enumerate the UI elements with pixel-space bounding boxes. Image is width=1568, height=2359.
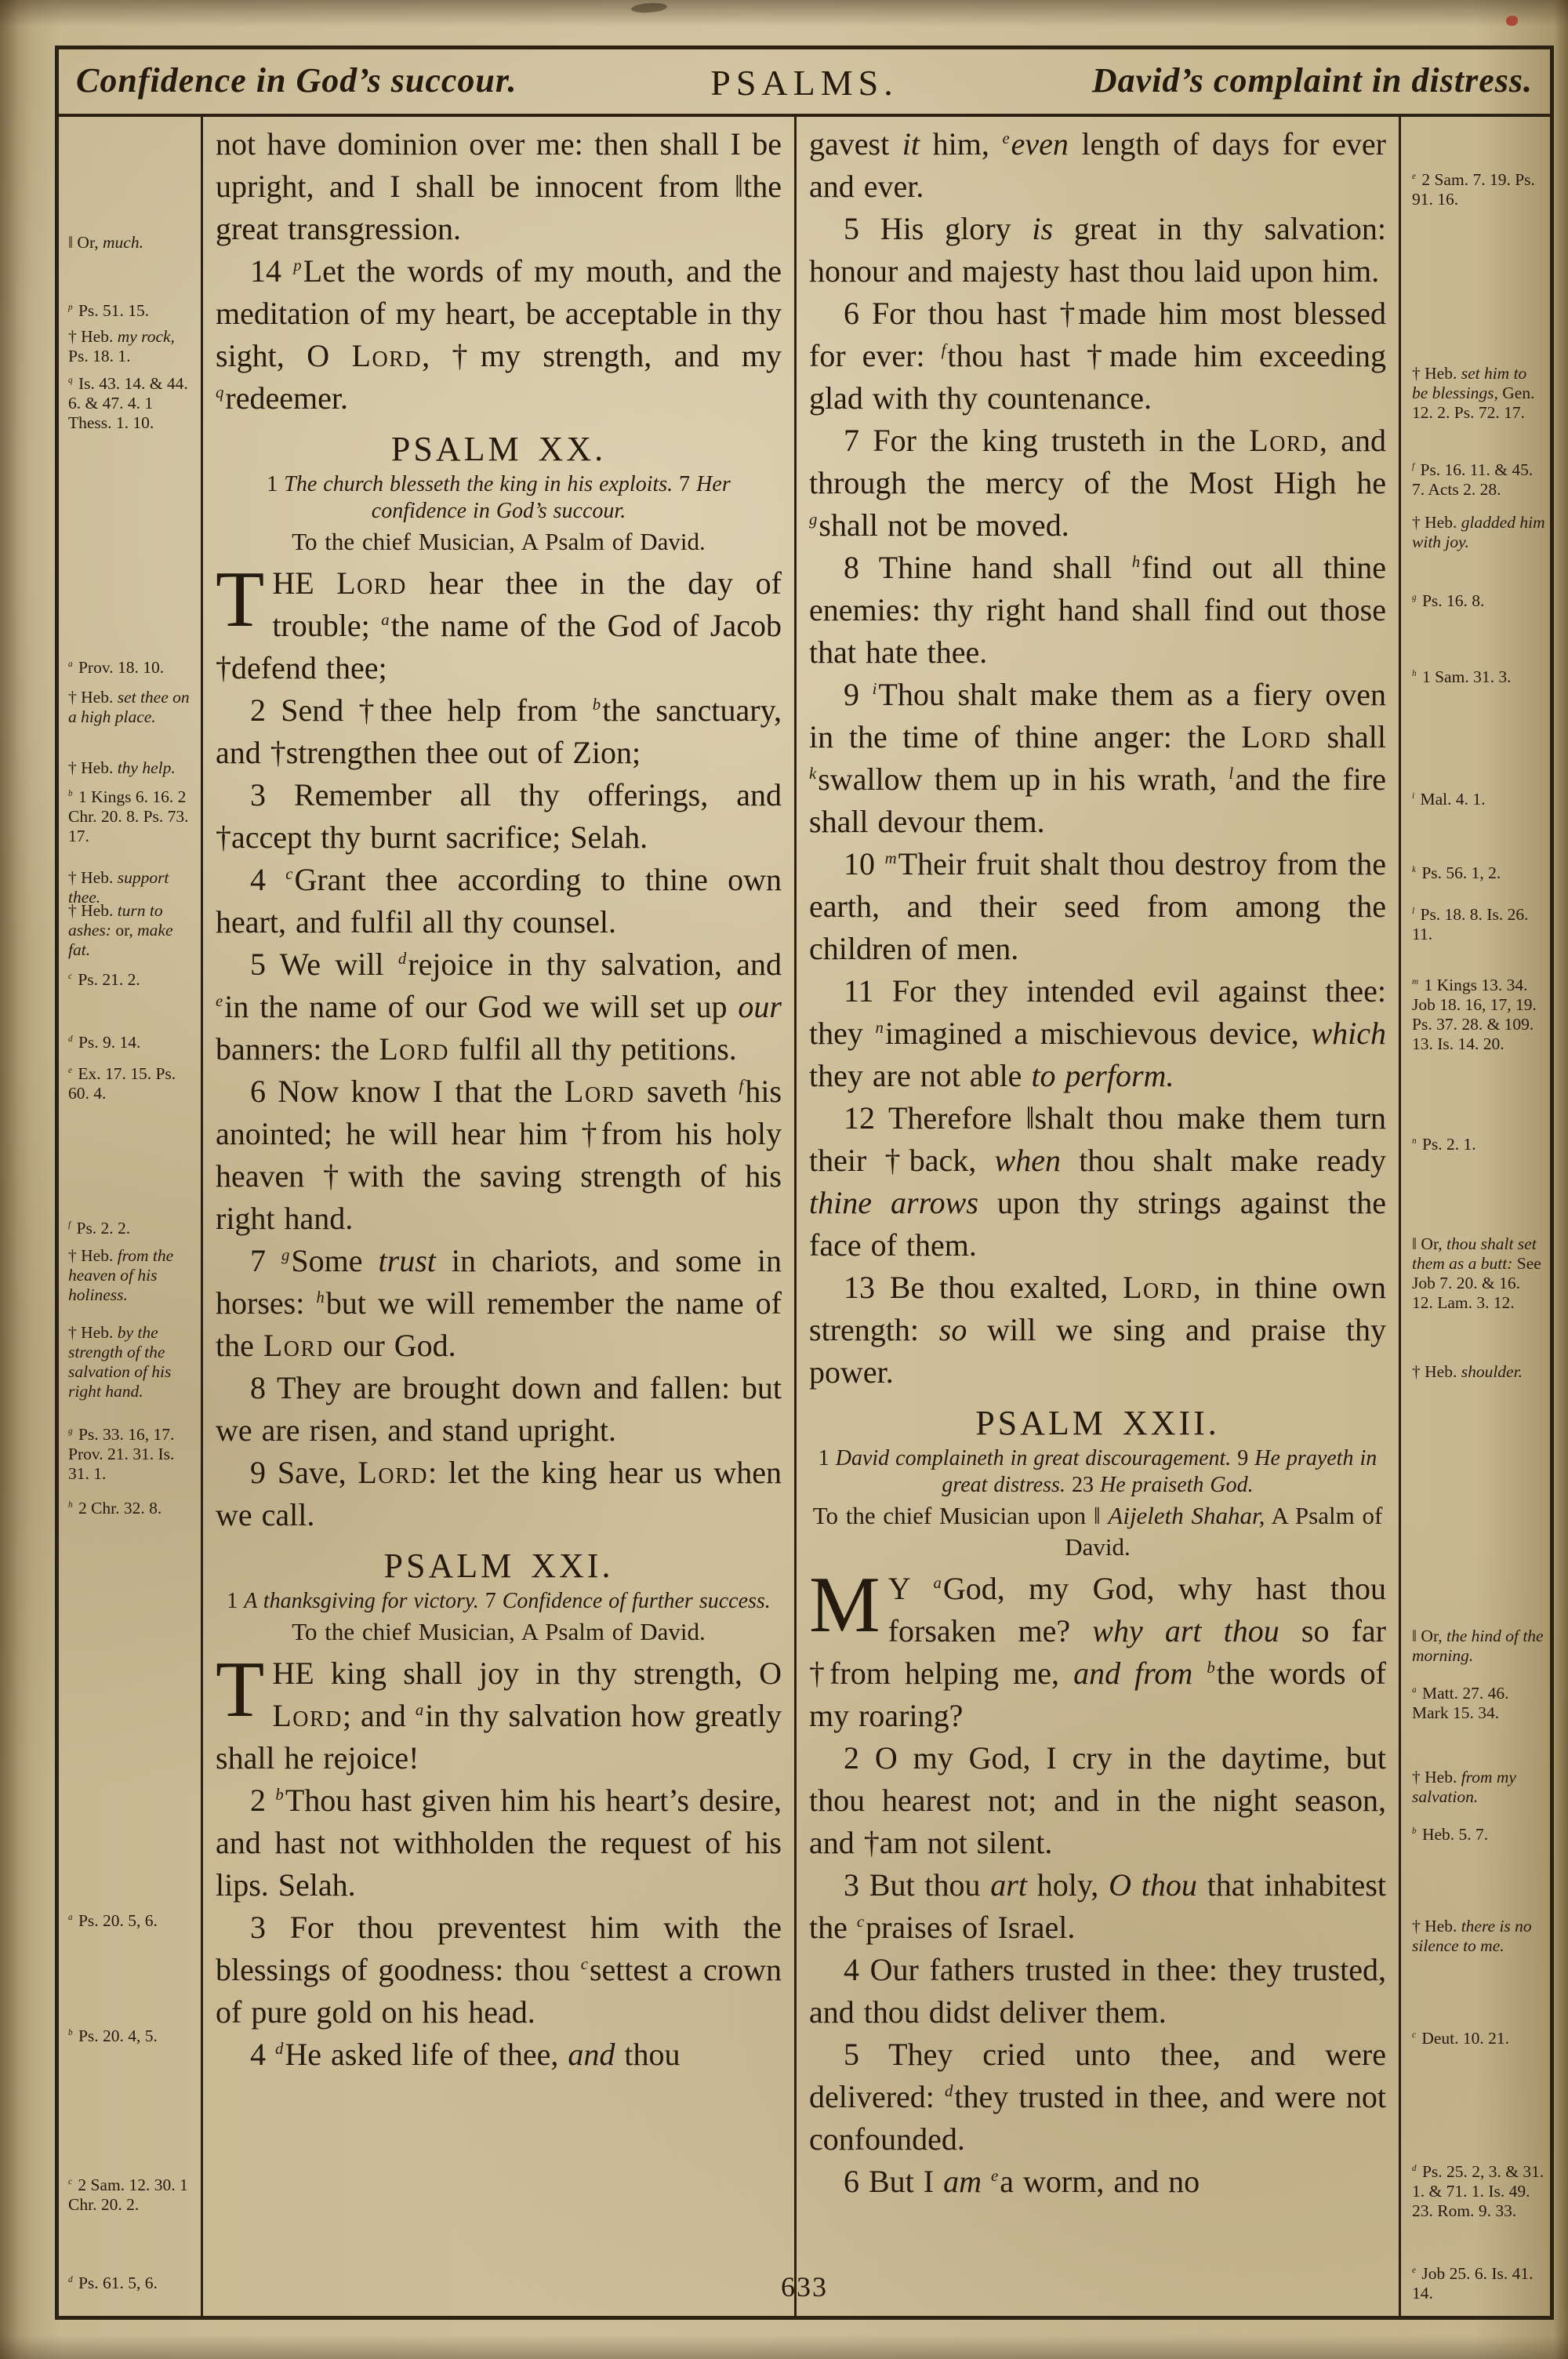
verse-paragraph: 2 $^b$Thou hast given him his heart’s desire, and hast not withholden the request of his lips. Selah. [216, 1783, 782, 1903]
small-caps-lord: Lord [1249, 423, 1319, 458]
scan-edge-top [0, 0, 1568, 27]
small-caps-lord: Lord [1241, 719, 1312, 754]
margin-note: † Heb. shoulder. [1412, 1362, 1523, 1381]
verse-paragraph: THE Lord hear thee in the day of trouble; $^a$the name of the God of Jacob †defend thee; [216, 555, 782, 685]
margin-note: † Heb. set thee on a high place. [68, 688, 190, 726]
reference-letter: i [872, 679, 877, 698]
reference-letter: c [856, 1912, 865, 1931]
margin-note: $^d$ Ps. 9. 14. [68, 1033, 141, 1052]
reference-letter: f [739, 1076, 744, 1095]
reference-letter: h [1131, 552, 1141, 571]
book-title: PSALMS. [710, 63, 898, 103]
reference-letter: e [1002, 129, 1010, 147]
margin-note: $^c$ Deut. 10. 21. [1412, 2029, 1510, 2048]
verse-paragraph: 4 $^d$He asked life of thee, and thou [250, 2037, 681, 2072]
reference-letter: c [68, 971, 72, 981]
reference-letter: a [381, 610, 390, 629]
margin-note: $^g$ Ps. 16. 8. [1412, 591, 1485, 610]
reference-letter: d [68, 1034, 73, 1044]
verse-paragraph: 6 For thou hast †made him most blessed for ever: $^f$thou hast †made him exceeding glad with thy countenance. [809, 296, 1386, 416]
margin-note: $^i$ Mal. 4. 1. [1412, 790, 1486, 809]
running-head-right: David’s complaint in distress. [1091, 61, 1533, 100]
scan-red-mark [1506, 16, 1518, 26]
margin-note: $^l$ Ps. 18. 8. Is. 26. 11. [1412, 905, 1529, 943]
reference-letter: a [933, 1573, 942, 1592]
psalm-argument: 1 David complaineth in great discouragement. 9 He prayeth in great distress. 23 He praiseth God. [818, 1446, 1377, 1497]
verse-paragraph: 5 We will $^d$rejoice in thy salvation, and $^e$in the name of our God we will set up our banners: the Lord fulfil all thy petitions. [216, 947, 782, 1067]
reference-letter: b [275, 1785, 284, 1804]
small-caps-lord: Lord [272, 1698, 343, 1733]
margin-note: $^b$ Heb. 5. 7. [1412, 1825, 1489, 1844]
verse-paragraph: 9 $^i$Thou shalt make them as a fiery oven in the time of thine anger: the Lord shall $^k$swallow them up in his wrath, $^l$and the fire shall devour them. [809, 677, 1387, 839]
margin-note: $^e$ Job 25. 6. Is. 41. 14. [1412, 2264, 1534, 2303]
margin-note: † Heb. there is no silence to me. [1412, 1917, 1532, 1955]
reference-letter: c [1412, 2030, 1416, 2040]
margin-note: $^f$ Ps. 2. 2. [68, 1219, 131, 1238]
reference-letter: b [1207, 1658, 1215, 1677]
margin-note: $^q$ Is. 43. 14. & 44. 6. & 47. 4. 1 Thess. 1. 10. [68, 374, 188, 432]
verse-paragraph: 9 Save, Lord: let the king hear us when we call. [216, 1455, 782, 1532]
reference-letter: f [68, 1219, 71, 1230]
reference-letter: e [216, 991, 223, 1010]
margin-notes-right [1399, 117, 1550, 2316]
reference-letter: i [1412, 791, 1415, 801]
reference-letter: h [316, 1288, 325, 1307]
reference-letter: a [415, 1700, 424, 1719]
reference-letter: a [1412, 1685, 1417, 1695]
margin-notes-left [59, 117, 203, 2316]
reference-letter: a [68, 659, 73, 669]
reference-letter: l [1229, 764, 1234, 783]
reference-letter: g [68, 1426, 73, 1436]
verse-paragraph: 10 $^m$Their fruit shalt thou destroy from the earth, and their seed from among the children of men. [809, 846, 1386, 966]
margin-note: † Heb. my rock, Ps. 18. 1. [68, 327, 175, 365]
reference-letter: m [1412, 976, 1419, 987]
page-number: 633 [781, 2271, 828, 2303]
small-caps-lord: Lord [336, 565, 407, 601]
margin-note: $^d$ Ps. 61. 5, 6. [68, 2274, 158, 2292]
margin-note: † Heb. gladded him with joy. [1412, 513, 1545, 551]
reference-letter: n [875, 1018, 884, 1037]
verse-paragraph: 5 They cried unto thee, and were delivered: $^d$they trusted in thee, and were not confounded. [809, 2037, 1386, 2157]
drop-cap-initial: T [216, 555, 265, 644]
scan-edge-bottom [0, 2335, 1568, 2359]
margin-note: $^f$ Ps. 16. 11. & 45. 7. Acts 2. 28. [1412, 460, 1534, 499]
verse-paragraph: 12 Therefore ‖shalt thou make them turn their †back, when thou shalt make ready thine arrows upon thy strings against the face of them. [809, 1100, 1386, 1263]
reference-letter: p [68, 302, 73, 312]
psalm-inscription: To the chief Musician upon ‖ Aijeleth Shahar, A Psalm of David. [812, 1502, 1383, 1561]
margin-note: $^n$ Ps. 2. 1. [1412, 1135, 1476, 1154]
margin-note: $^e$ 2 Sam. 7. 19. Ps. 91. 16. [1412, 170, 1535, 209]
verse-paragraph: 3 For thou preventest him with the blessings of goodness: thou $^c$settest a crown of pure gold on his head. [216, 1910, 782, 2030]
margin-note: $^h$ 1 Sam. 31. 3. [1412, 667, 1512, 686]
reference-letter: d [68, 2274, 73, 2284]
reference-letter: h [68, 1499, 73, 1510]
reference-letter: g [1412, 592, 1417, 602]
reference-letter: e [68, 1065, 72, 1075]
running-header [59, 49, 1550, 117]
margin-note: $^g$ Ps. 33. 16, 17. Prov. 21. 31. Is. 31. 1. [68, 1425, 175, 1483]
margin-note: $^b$ Ps. 20. 4, 5. [68, 2026, 158, 2045]
verse-paragraph: 4 Our fathers trusted in thee: they trusted, and thou didst deliver them. [809, 1952, 1386, 2030]
reference-letter: n [1412, 1136, 1417, 1146]
reference-letter: d [945, 2081, 953, 2100]
margin-note: $^c$ 2 Sam. 12. 30. 1 Chr. 20. 2. [68, 2175, 188, 2214]
verse-paragraph: 7 $^g$Some trust in chariots, and some in horses: $^h$but we will remember the name of the Lord our God. [216, 1243, 782, 1363]
verse-paragraph: THE king shall joy in thy strength, O Lord; and $^a$in thy salvation how greatly shall he rejoice! [216, 1645, 782, 1776]
verse-paragraph: 3 Remember all thy offerings, and †accept thy burnt sacrifice; Selah. [216, 777, 782, 855]
margin-note: † Heb. by the strength of the salvation of his right hand. [68, 1323, 172, 1401]
margin-note: ‖ Or, the hind of the morning. [1412, 1627, 1544, 1665]
verse-paragraph: M Y $^a$God, my God, why hast thou forsaken me? why art thou so far †from helping me, and from $^b$the words of my roaring? [809, 1561, 1386, 1733]
reference-letter: c [285, 864, 293, 883]
text-column-right [797, 117, 1399, 2316]
margin-note: † Heb. from my salvation. [1412, 1768, 1516, 1806]
small-caps-lord: Lord [1123, 1270, 1193, 1305]
verse-paragraph: 7 For the king trusteth in the Lord, and through the mercy of the Most High he $^g$shall not be moved. [809, 423, 1386, 543]
reference-letter: d [397, 949, 407, 968]
psalm-title: PSALM XXI. [383, 1547, 614, 1585]
reference-letter: b [1412, 1826, 1417, 1836]
margin-note: † Heb. set him to be blessings, Gen. 12. 2. Ps. 72. 17. [1412, 364, 1535, 422]
margin-note: † Heb. from the heaven of his holiness. [68, 1246, 174, 1304]
reference-letter: h [1412, 668, 1417, 678]
psalm-inscription: To the chief Musician, A Psalm of David. [292, 1618, 706, 1645]
scan-edge-right [1554, 0, 1568, 2359]
reference-letter: q [68, 375, 73, 385]
reference-letter: g [281, 1245, 290, 1264]
small-caps-lord: Lord [263, 1328, 334, 1363]
verse-paragraph: 6 Now know I that the Lord saveth $^f$his anointed; he will hear him †from his holy heaven †with the saving strength of his right hand. [216, 1074, 782, 1236]
margin-note: ‖ Or, much. [68, 233, 143, 252]
reference-letter: f [941, 340, 946, 359]
verse-paragraph: 4 $^c$Grant thee according to thine own heart, and fulfil all thy counsel. [216, 862, 782, 940]
margin-note: $^a$ Matt. 27. 46. Mark 15. 34. [1412, 1684, 1509, 1722]
verse-paragraph: 2 Send †thee help from $^b$the sanctuary, and †strengthen thee out of Zion; [216, 692, 782, 770]
reference-letter: e [1412, 171, 1416, 181]
psalm-argument: 1 A thanksgiving for victory. 7 Confidence of further success. [227, 1589, 771, 1613]
reference-letter: b [68, 788, 73, 798]
reference-letter: l [1412, 906, 1415, 916]
reference-letter: e [991, 2166, 999, 2185]
psalm-inscription: To the chief Musician, A Psalm of David. [292, 528, 706, 555]
reference-letter: k [809, 764, 817, 783]
verse-paragraph: 3 But thou art holy, O thou that inhabitest the $^c$praises of Israel. [809, 1867, 1386, 1945]
margin-note: $^p$ Ps. 51. 15. [68, 301, 150, 320]
reference-letter: f [1412, 461, 1415, 471]
reference-letter: d [1412, 2163, 1417, 2173]
reference-letter: d [275, 2039, 284, 2058]
reference-letter: m [884, 849, 897, 867]
verse-paragraph: 8 Thine hand shall $^h$find out all thine enemies: thy right hand shall find out those that hate thee. [809, 550, 1386, 670]
page-columns [59, 117, 1550, 2316]
reference-letter: q [216, 383, 224, 402]
margin-note: † Heb. thy help. [68, 758, 176, 777]
psalm-title: PSALM XXII. [975, 1404, 1220, 1442]
psalm-argument: 1 The church blesseth the king in his exploits. 7 Her confidence in God’s succour. [267, 472, 731, 523]
reference-letter: p [293, 256, 302, 274]
running-head-left: Confidence in God’s succour. [76, 61, 517, 100]
reference-letter: b [68, 2027, 73, 2037]
verse-paragraph: 6 But I am $^e$a worm, and no [844, 2164, 1200, 2199]
margin-note: $^h$ 2 Chr. 32. 8. [68, 1499, 162, 1518]
verse-paragraph: not have dominion over me: then shall I be upright, and I shall be innocent from ‖the great transgression. [216, 126, 782, 246]
text-column-left [203, 117, 797, 2316]
drop-cap-initial: T [216, 1645, 265, 1734]
margin-note: $^m$ 1 Kings 13. 34. Job 18. 16, 17, 19. Ps. 37. 28. & 109. 13. Is. 14. 20. [1412, 976, 1537, 1053]
reference-letter: g [809, 510, 818, 529]
verse-paragraph: gavest it him, $^e$even length of days for ever and ever. [809, 126, 1386, 204]
margin-note: $^a$ Prov. 18. 10. [68, 658, 165, 677]
margin-note: $^k$ Ps. 56. 1, 2. [1412, 863, 1501, 882]
margin-note: $^a$ Ps. 20. 5, 6. [68, 1911, 158, 1930]
verse-paragraph: 2 O my God, I cry in the daytime, but thou hearest not; and in the night season, and †am not silent. [809, 1740, 1386, 1860]
reference-letter: b [592, 695, 601, 714]
verse-paragraph: 11 For they intended evil against thee: they $^n$imagined a mischievous device, which they are not able to perform. [809, 973, 1386, 1093]
margin-note: $^d$ Ps. 25. 2, 3. & 31. 1. & 71. 1. Is. 49. 23. Rom. 9. 33. [1412, 2162, 1544, 2220]
margin-note: † Heb. support thee. [68, 868, 169, 907]
reference-letter: c [580, 1954, 588, 1973]
verse-paragraph: 13 Be thou exalted, Lord, in thine own strength: so will we sing and praise thy power. [809, 1270, 1387, 1390]
margin-note: $^e$ Ex. 17. 15. Ps. 60. 4. [68, 1064, 176, 1103]
reference-letter: c [68, 2176, 72, 2186]
margin-note: † Heb. turn to ashes: or, make fat. [68, 901, 173, 959]
small-caps-lord: Lord [351, 338, 423, 373]
reference-letter: k [1412, 864, 1416, 874]
margin-note: ‖ Or, thou shalt set them as a butt: See Job 7. 20. & 16. 12. Lam. 3. 12. [1412, 1234, 1541, 1312]
verse-paragraph: 8 They are brought down and fallen: but we are risen, and stand upright. [216, 1370, 782, 1448]
small-caps-lord: Lord [379, 1031, 449, 1067]
verse-paragraph: 14 $^p$Let the words of my mouth, and the meditation of my heart, be acceptable in thy sight, O Lord, †my strength, and my $^q$redeemer. [216, 253, 782, 416]
psalm-title: PSALM XX. [390, 430, 607, 468]
page-frame [55, 45, 1554, 2320]
margin-note: $^c$ Ps. 21. 2. [68, 970, 140, 989]
reference-letter: a [68, 1912, 73, 1922]
margin-note: $^b$ 1 Kings 6. 16. 2 Chr. 20. 8. Ps. 73. 17. [68, 787, 189, 845]
scan-edge-left [0, 0, 31, 2359]
reference-letter: e [1412, 2265, 1416, 2275]
drop-cap-initial: M [809, 1561, 880, 1649]
small-caps-lord: Lord [358, 1455, 428, 1490]
small-caps-lord: Lord [564, 1074, 635, 1109]
verse-paragraph: 5 His glory is great in thy salvation: honour and majesty hast thou laid upon him. [809, 211, 1386, 289]
